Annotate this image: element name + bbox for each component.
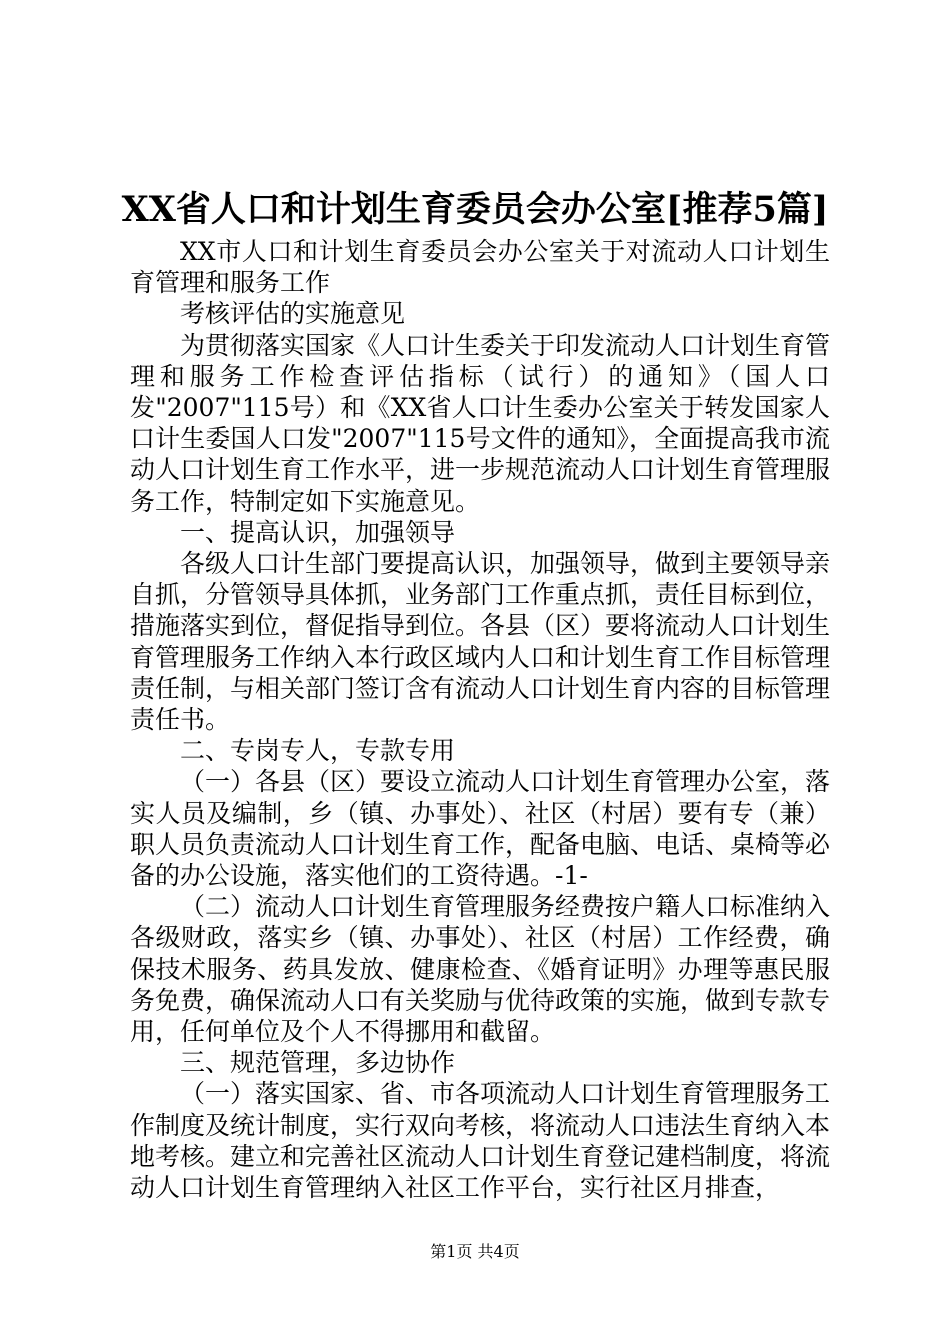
document-title: XX省人口和计划生育委员会办公室[推荐5篇]: [121, 189, 829, 230]
paragraph: XX市人口和计划生育委员会办公室关于对流动人口计划生育管理和服务工作: [130, 237, 830, 298]
paragraph: （一）各县（区）要设立流动人口计划生育管理办公室，落实人员及编制，乡（镇、办事处）、社区（村居）要有专（兼）职人员负责流动人口计划生育工作，配备电脑、电话、桌椅等必备的办公设施，落实他们的工资待遇。-1-: [130, 767, 831, 891]
paragraph: （二）流动人口计划生育管理服务经费按户籍人口标准纳入各级财政，落实乡（镇、办事处）、社区（村居）工作经费，确保技术服务、药具发放、健康检查、《婚育证明》办理等惠民服务免费，确保流动人口有关奖励与优待政策的实施，做到专款专用，任何单位及个人不得挪用和截留。: [130, 892, 831, 1047]
section-heading: 三、规范管理，多边协作: [180, 1048, 456, 1078]
section-heading: 一、提高认识，加强领导: [180, 517, 456, 547]
paragraph: 为贯彻落实国家《人口计生委关于印发流动人口计划生育管理和服务工作检查评估指标（试行）的通知》（国人口发"2007"115号）和《XX省人口计生委办公室关于转发国家人口计生委国人口发"2007"115号文件的通知》，全面提高我市流动人口计划生育工作水平，进一步规范流动人口计划生育管理服务工作，特制定如下实施意见。: [130, 330, 831, 516]
document-body: [130, 236, 830, 1203]
paragraph: 考核评估的实施意见: [180, 299, 406, 329]
paragraph: 各级人口计生部门要提高认识，加强领导，做到主要领导亲自抓，分管领导具体抓，业务部门工作重点抓，责任目标到位，措施落实到位，督促指导到位。各县（区）要将流动人口计划生育管理服务工作纳入本行政区域内人口和计划生育工作目标管理责任制，与相关部门签订含有流动人口计划生育内容的目标管理责任书。: [130, 549, 831, 735]
section-heading: 二、专岗专人，专款专用: [180, 736, 456, 766]
paragraph: （一）落实国家、省、市各项流动人口计划生育管理服务工作制度及统计制度，实行双向考核，将流动人口违法生育纳入本地考核。建立和完善社区流动人口计划生育登记建档制度，将流动人口计划生育管理纳入社区工作平台，实行社区月排查，: [130, 1079, 831, 1203]
page-number-footer: 第1页 共4页: [430, 1242, 520, 1261]
